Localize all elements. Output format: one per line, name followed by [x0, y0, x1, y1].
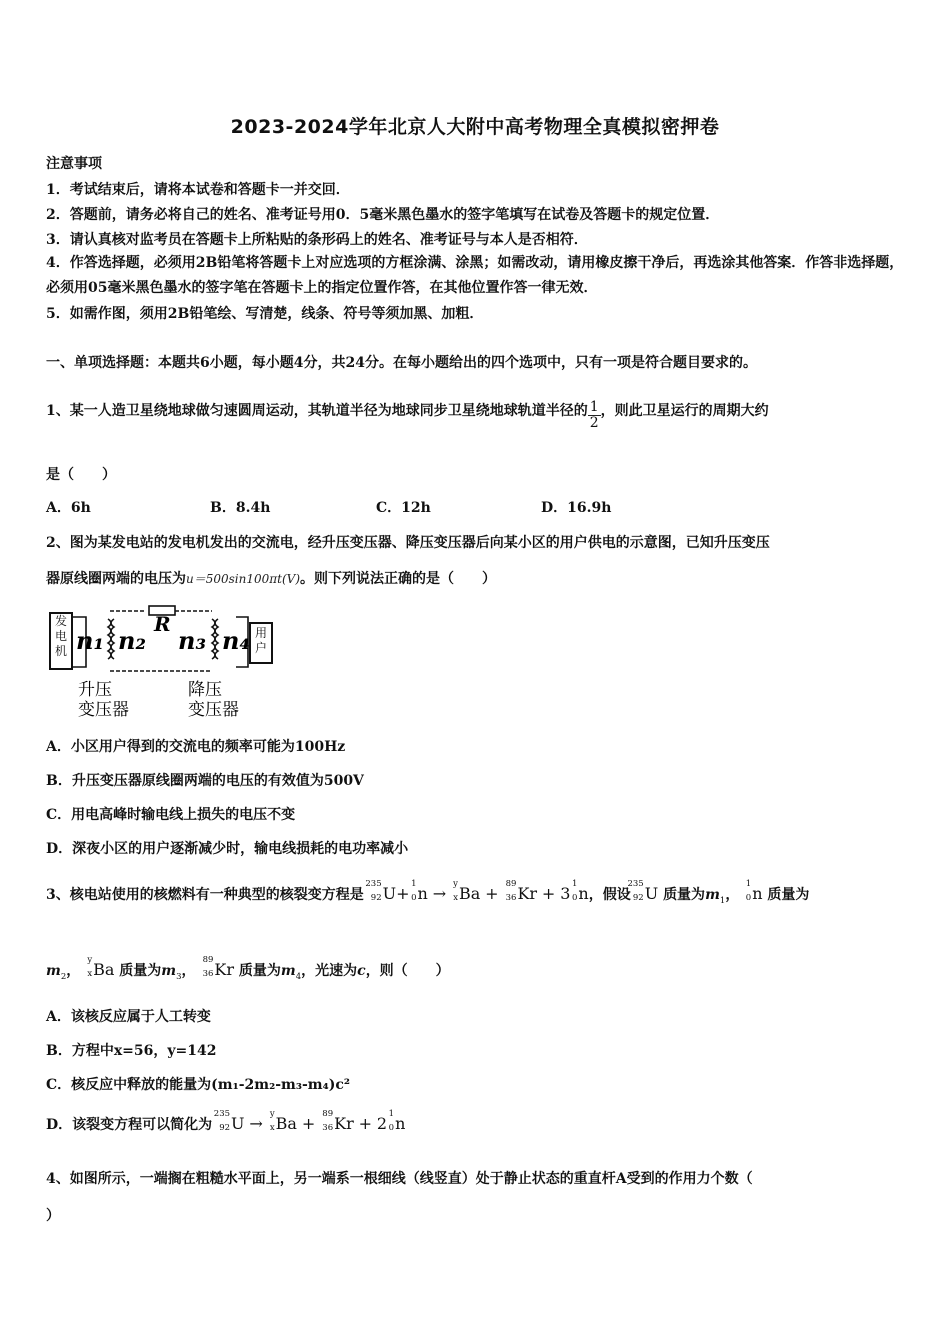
fraction-one-half [588, 400, 601, 431]
user-label: 用户 [254, 626, 267, 655]
q1-text-b: ，则此卫星运行的周期大约 [600, 403, 769, 419]
q2-option-d[interactable]: D．深夜小区的用户逐渐减少时，输电线损耗的电功率减小 [46, 841, 409, 857]
q3-option-b[interactable]: B．方程中x=56，y=142 [46, 1043, 217, 1059]
power-transmission-diagram [46, 601, 276, 721]
notice-item-4: 4．作答选择题，必须用2B铅笔将答题卡上对应选项的方框涂满、涂黑；如需改动，请用橡皮擦干净后，再选涂其他答案．作答非选择题，必须用05毫米黑色墨水的签字笔在答题卡上的指定位置作答，在其他位置作答一律无效． [46, 255, 904, 296]
label-step-up-1: 升压 [78, 680, 112, 700]
label-n3: n₃ [178, 626, 206, 655]
label-step-down-1: 降压 [188, 680, 222, 700]
q1-option-d[interactable]: D．16.9h [541, 500, 612, 516]
page-title: 2023-2024学年北京人大附中高考物理全真模拟密押卷 [230, 116, 720, 138]
coil-n4 [215, 619, 218, 659]
q3-option-a[interactable]: A．该核反应属于人工转变 [46, 1009, 211, 1025]
fraction-numerator: 1 [589, 399, 599, 415]
notice-item-1: 1．考试结束后，请将本试卷和答题卡一并交回． [46, 182, 350, 198]
question-1-line-1 [46, 400, 769, 431]
q2-option-a[interactable]: A．小区用户得到的交流电的频率可能为100Hz [46, 739, 346, 755]
notice-item-3: 3．请认真核对监考员在答题卡上所粘贴的条形码上的姓名、准考证号与本人是否相符． [46, 232, 588, 248]
label-step-up-2: 变压器 [78, 700, 129, 720]
question-4-line-2: ） [46, 1208, 60, 1224]
section-heading: 一、单项选择题：本题共6小题，每小题4分，共24分。在每小题给出的四个选项中，只有一项是符合题目要求的。 [46, 355, 757, 371]
neutron-symbol: 1 0 [411, 879, 417, 903]
label-n4: n₄ [222, 626, 250, 655]
question-2-line-2 [46, 568, 496, 588]
label-n1: n₁ [76, 626, 104, 655]
q1-option-c[interactable]: C．12h [376, 500, 431, 516]
fraction-denominator: 2 [589, 415, 599, 431]
q1-text-a: 1、某一人造卫星绕地球做匀速圆周运动，其轨道半径为地球同步卫星绕地球轨道半径的 [46, 403, 588, 419]
barium-isotope: y x [453, 879, 458, 903]
question-3-line-1: 3、核电站使用的核燃料有一种典型的核裂变方程是 235 92 U+ 1 0 n → y x Ba + 89 36 Kr + 3 1 0 n，假设 235 92 U 质量为$m_1$， 1 0 n 质量为 [46, 879, 810, 906]
question-1-line-2: 是（ ） [46, 467, 116, 483]
notice-item-5: 5．如需作图，须用2B铅笔绘、写清楚，线条、符号等须加黑、加粗． [46, 306, 484, 322]
q1-option-a[interactable]: A．6h [46, 500, 91, 516]
reaction-arrow: → [432, 884, 447, 903]
notice-heading: 注意事项 [46, 156, 102, 172]
notice-item-2: 2．答题前，请务必将自己的姓名、准考证号用0．5毫米黑色墨水的签字笔填写在试卷及答题卡的规定位置． [46, 207, 720, 223]
question-4-line-1: 4、如图所示，一端搁在粗糙水平面上，另一端系一根细线（线竖直）处于静止状态的重直杆A受到的作用力个数（ [46, 1171, 753, 1187]
question-2-line-1: 2、图为某发电站的发电机发出的交流电，经升压变压器、降压变压器后向某小区的用户供电的示意图，已知升压变压 [46, 535, 770, 551]
generator-label: 发电机 [54, 614, 67, 658]
u235-symbol: 235 92 [627, 879, 644, 903]
q2-text-c: 。则下列说法正确的是（ ） [300, 571, 497, 587]
q2-text-b: 器原线圈两端的电压为 [46, 571, 186, 587]
voltage-formula: u＝500sin100πt(V) [186, 572, 301, 586]
krypton-isotope: 89 36 [505, 879, 517, 903]
q3-option-c[interactable]: C．核反应中释放的能量为(m₁-2m₂-m₃-m₄)c² [46, 1077, 351, 1093]
label-n2: n₂ [118, 626, 146, 655]
coil-n1 [111, 619, 114, 659]
u235-isotope: 235 92 [365, 879, 382, 903]
question-3-line-2: $m_2$， y x Ba 质量为$m_3$， 89 36 Kr 质量为$m_4$，光速为c，则（ ） [46, 955, 450, 982]
label-r: R [154, 612, 171, 636]
q3-text-a: 3、核电站使用的核燃料有一种典型的核裂变方程是 [46, 887, 364, 903]
label-step-down-2: 变压器 [188, 700, 239, 720]
q2-option-b[interactable]: B．升压变压器原线圈两端的电压的有效值为500V [46, 773, 364, 789]
q2-option-c[interactable]: C．用电高峰时输电线上损失的电压不变 [46, 807, 296, 823]
q1-option-b[interactable]: B．8.4h [210, 500, 271, 516]
q3-option-d[interactable]: D．该裂变方程可以简化为 235 92 U → y x Ba + 89 36 Kr + 2 1 0 n [46, 1109, 406, 1133]
